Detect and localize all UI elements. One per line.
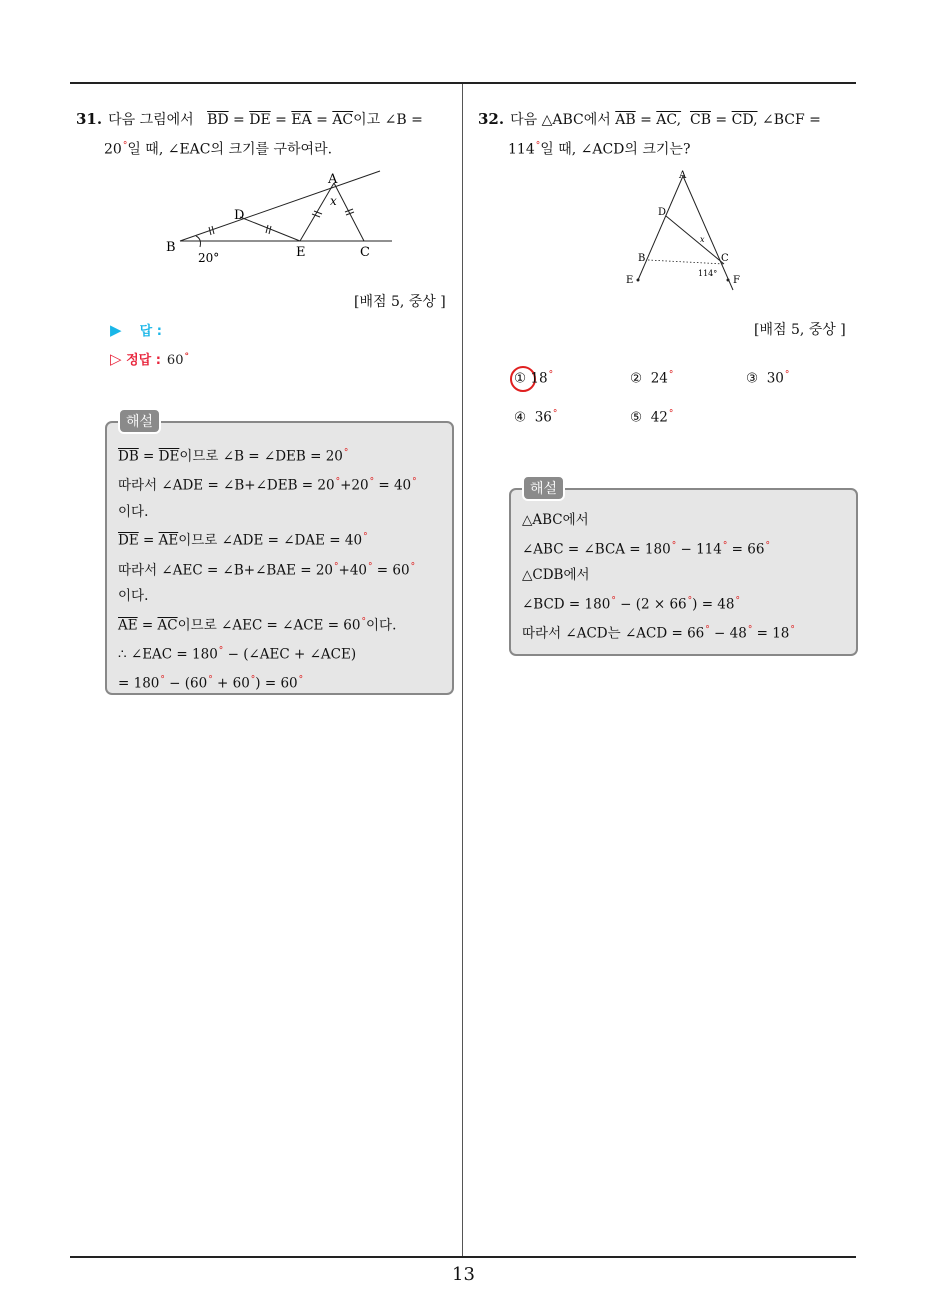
q32-prompt: 32. 다음 △ABC에서 $\overline{AB}$ = AC, $\overline{CB}$ = CD, ∠BCF = 114°일 때, ∠ACD의 크기는? <box>478 110 821 158</box>
q32-triangle-figure <box>620 168 745 293</box>
play-icon: ▶ <box>110 321 122 339</box>
correct-label: 정답 : <box>126 353 161 368</box>
fig32-label-e: E <box>626 275 634 286</box>
column-divider <box>462 84 463 1258</box>
fig32-label-angle: 114° <box>698 269 718 278</box>
q31-prompt: 31. 다음 그림에서 $\overline{BD} = \overline{DE} = \overline{EA} = \overline{AC}$이고 ∠B = 20°일 때, ∠EAC의 크기를 구하여라. <box>76 110 423 158</box>
q32-score-meta: [배점 5, 중상 ] <box>754 322 846 338</box>
fig31-label-x: x <box>330 194 337 208</box>
q31-solution-text: $\overline{DB} = \overline{DE}$이므로 ∠B = ∠DEB = 20° 따라서 ∠ADE = ∠B+∠DEB = 20°+20° = 40° 이다. $\overline{DE} = \overline{AE}$이므로 ∠ADE = ∠DAE = 40° 따라서 ∠AEC = ∠B+∠BAE = 20°+40° = 60° 이다. $\overline{AE} = \overline{AC}$이므로 ∠AEC = ∠ACE = 60°이다. ∴ ∠EAC = 180° − (∠AEC + ∠ACE) = 180° − (60° + 60°) = 60° <box>118 448 417 692</box>
page-number: 13 <box>452 1264 475 1285</box>
fig31-label-c: C <box>360 245 370 260</box>
q31-answer-row <box>110 320 162 339</box>
fig31-label-a: A <box>328 172 338 187</box>
fig32-label-c: C <box>721 253 729 264</box>
fig31-label-e: E <box>296 245 306 260</box>
choice-2[interactable]: ② 24° <box>630 370 674 387</box>
choice-3[interactable]: ③ 30° <box>746 370 790 387</box>
fig31-label-b: B <box>166 240 176 255</box>
fig32-label-b: B <box>638 253 646 264</box>
correct-value: 60 <box>166 353 184 368</box>
top-rule <box>70 82 856 84</box>
fig31-label-angle: 20° <box>198 251 220 265</box>
q32-solution-tag: 해설 <box>522 475 565 501</box>
fig32-label-d: D <box>658 207 667 218</box>
q31-solution-tag: 해설 <box>118 408 161 434</box>
answer-label: 답 : <box>139 324 162 339</box>
fig31-label-d: D <box>234 208 245 223</box>
q32-solution-text: △ABC에서 ∠ABC = ∠BCA = 180° − 114° = 66° △CDB에서 ∠BCD = 180° − (2 × 66°) = 48° 따라서 ∠ACD는 ∠ACD = 66° − 48° = 18° <box>522 512 795 642</box>
play-outline-icon: ▷ <box>110 350 122 368</box>
q31-triangle-figure <box>160 165 400 270</box>
fig32-label-x: x <box>700 235 705 244</box>
fig32-label-f: F <box>733 275 740 286</box>
choice-5[interactable]: ⑤ 42° <box>630 409 674 426</box>
fig32-label-a: A <box>679 170 687 181</box>
choice-4[interactable]: ④ 36° <box>514 409 558 426</box>
q31-correct-row: ▷ 정답 : 60° <box>110 350 189 368</box>
q31-score-meta: [배점 5, 중상 ] <box>354 294 446 310</box>
choice-1[interactable]: ① 18° <box>514 370 554 387</box>
bottom-rule <box>70 1256 856 1258</box>
